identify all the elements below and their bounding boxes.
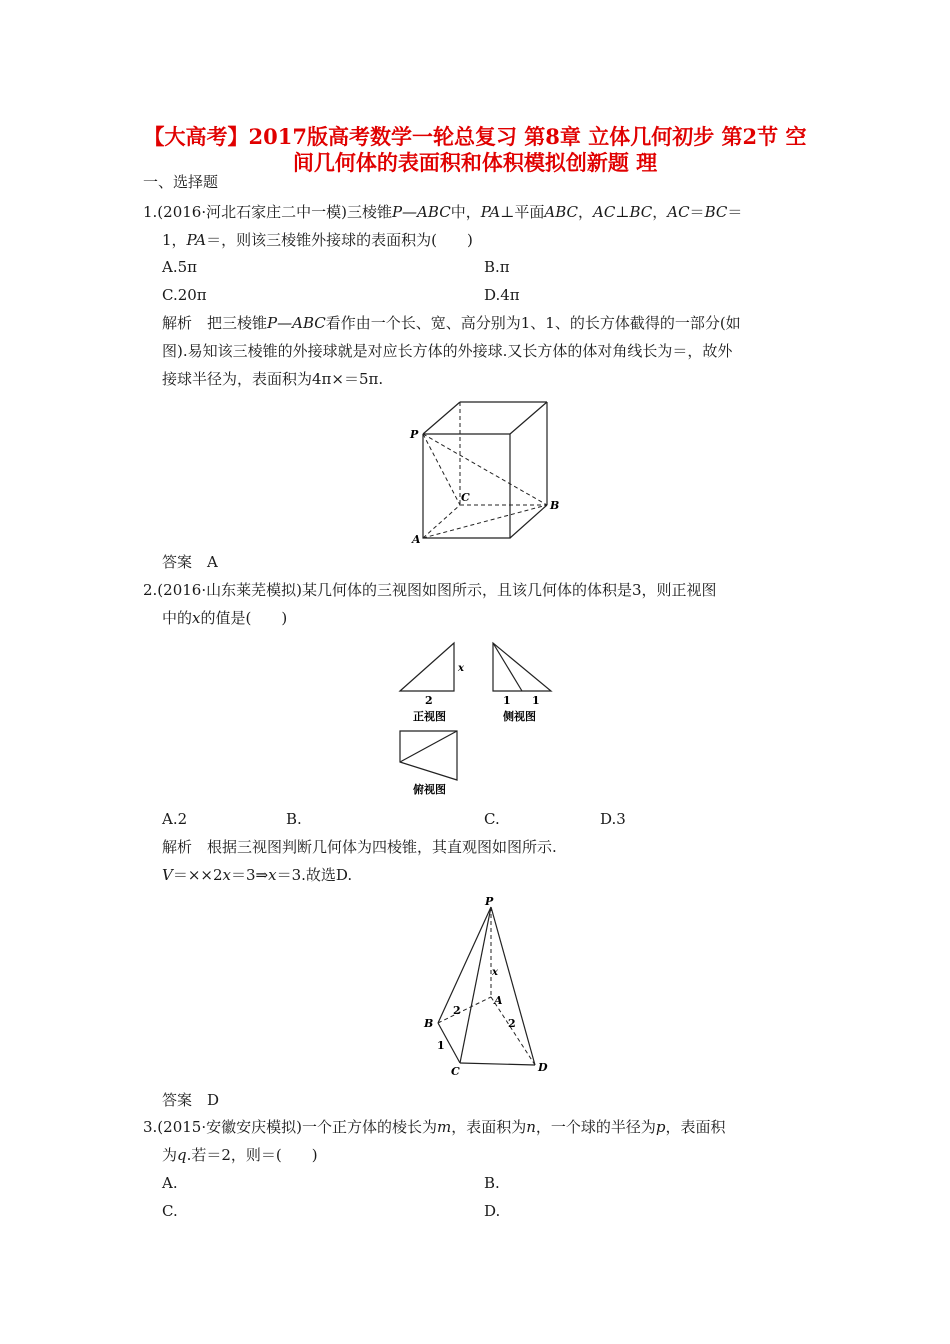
q2-option-d: D.3: [600, 810, 626, 828]
q1-analysis-line2: 图).易知该三棱锥的外接球就是对应长方体的外接球.又长方体的体对角线长为＝，故外: [162, 342, 733, 360]
side-view-inner-line: [493, 643, 522, 691]
cube-front-face: [423, 434, 510, 538]
q2-answer: 答案 D: [162, 1091, 220, 1109]
label-P: P: [485, 895, 494, 908]
label-1: 1: [437, 1039, 445, 1052]
edge-PC: [460, 907, 491, 1063]
front-view-caption: 正视图: [413, 710, 446, 723]
q1-option-b: B.π: [484, 258, 510, 276]
top-view-quad: [400, 731, 457, 780]
section-heading: 一、选择题: [143, 173, 219, 191]
top-view-diagonal: [400, 731, 457, 762]
q2-stem-line2: 中的x的值是( ): [162, 609, 288, 627]
label-x: x: [492, 967, 498, 978]
q3-option-d: D.: [484, 1202, 501, 1220]
q1-analysis-line1: 解析 把三棱锥P—ABC看作由一个长、宽、高分别为1、1、的长方体截得的一部分(如: [162, 314, 741, 332]
label-P: P: [410, 428, 419, 441]
cube-edge: [510, 505, 547, 538]
document-title: 【大高考】2017版高考数学一轮总复习 第8章 立体几何初步 第2节 空间几何体的表面积和体积模拟创新题 理: [143, 124, 807, 175]
q1-stem-line2: 1，PA＝，则该三棱锥外接球的表面积为( ): [162, 231, 473, 249]
q1-stem-line1: 1.(2016·河北石家庄二中一模)三棱锥P—ABC中，PA⊥平面ABC，AC⊥BC，AC＝BC＝: [143, 203, 743, 221]
q3-option-c: C.: [162, 1202, 178, 1220]
q3-stem-line1: 3.(2015·安徽安庆模拟)一个正方体的棱长为m，表面积为n，一个球的半径为p，表面积: [143, 1118, 726, 1136]
label-C: C: [451, 1065, 460, 1078]
q1-answer: 答案 A: [162, 553, 218, 571]
side-view-triangle: [493, 643, 551, 691]
view-label-1b: 1: [532, 694, 540, 707]
label-B: B: [424, 1017, 434, 1030]
q2-three-views: [395, 640, 565, 800]
edge-BA: [438, 997, 491, 1023]
view-label-x: x: [458, 663, 464, 674]
q2-option-c: C.: [484, 810, 500, 828]
front-view-triangle: [400, 643, 454, 691]
label-B: B: [550, 499, 560, 512]
label-2a: 2: [453, 1004, 461, 1017]
cube-edge: [510, 402, 547, 434]
side-view-caption: 侧视图: [503, 710, 536, 723]
q2-option-b: B.: [286, 810, 302, 828]
label-A: A: [412, 533, 421, 546]
label-A: A: [494, 994, 503, 1007]
cube-edge: [423, 402, 460, 434]
q2-analysis-line1: 解析 根据三视图判断几何体为四棱锥，其直观图如图所示.: [162, 838, 557, 856]
label-2b: 2: [508, 1017, 516, 1030]
edge-AD: [491, 997, 535, 1065]
q2-pyramid-figure: [415, 893, 560, 1083]
q2-stem-line1: 2.(2016·山东莱芜模拟)某几何体的三视图如图所示，且该几何体的体积是3，则正视图: [143, 581, 717, 599]
q1-option-a: A.5π: [162, 258, 198, 276]
q2-analysis-line2: V＝××2x＝3⇒x＝3.故选D.: [162, 866, 353, 884]
label-C: C: [461, 491, 470, 504]
q1-analysis-line3: 接球半径为，表面积为4π×＝5π.: [162, 370, 384, 388]
q1-cube-figure: [400, 398, 570, 548]
edge-PB: [438, 907, 491, 1023]
q1-option-d: D.4π: [484, 286, 520, 304]
q3-option-b: B.: [484, 1174, 500, 1192]
edge-CD: [460, 1063, 535, 1065]
top-view-caption: 俯视图: [413, 783, 446, 796]
edge-PB: [423, 434, 547, 505]
label-D: D: [538, 1061, 548, 1074]
edge-PD: [491, 907, 535, 1065]
q3-option-a: A.: [162, 1174, 178, 1192]
view-label-2: 2: [425, 694, 433, 707]
edge-AC: [423, 505, 460, 538]
q3-stem-line2: 为q.若＝2，则＝( ): [162, 1146, 318, 1164]
view-label-1a: 1: [503, 694, 511, 707]
q2-option-a: A.2: [162, 810, 188, 828]
q1-option-c: C.20π: [162, 286, 207, 304]
